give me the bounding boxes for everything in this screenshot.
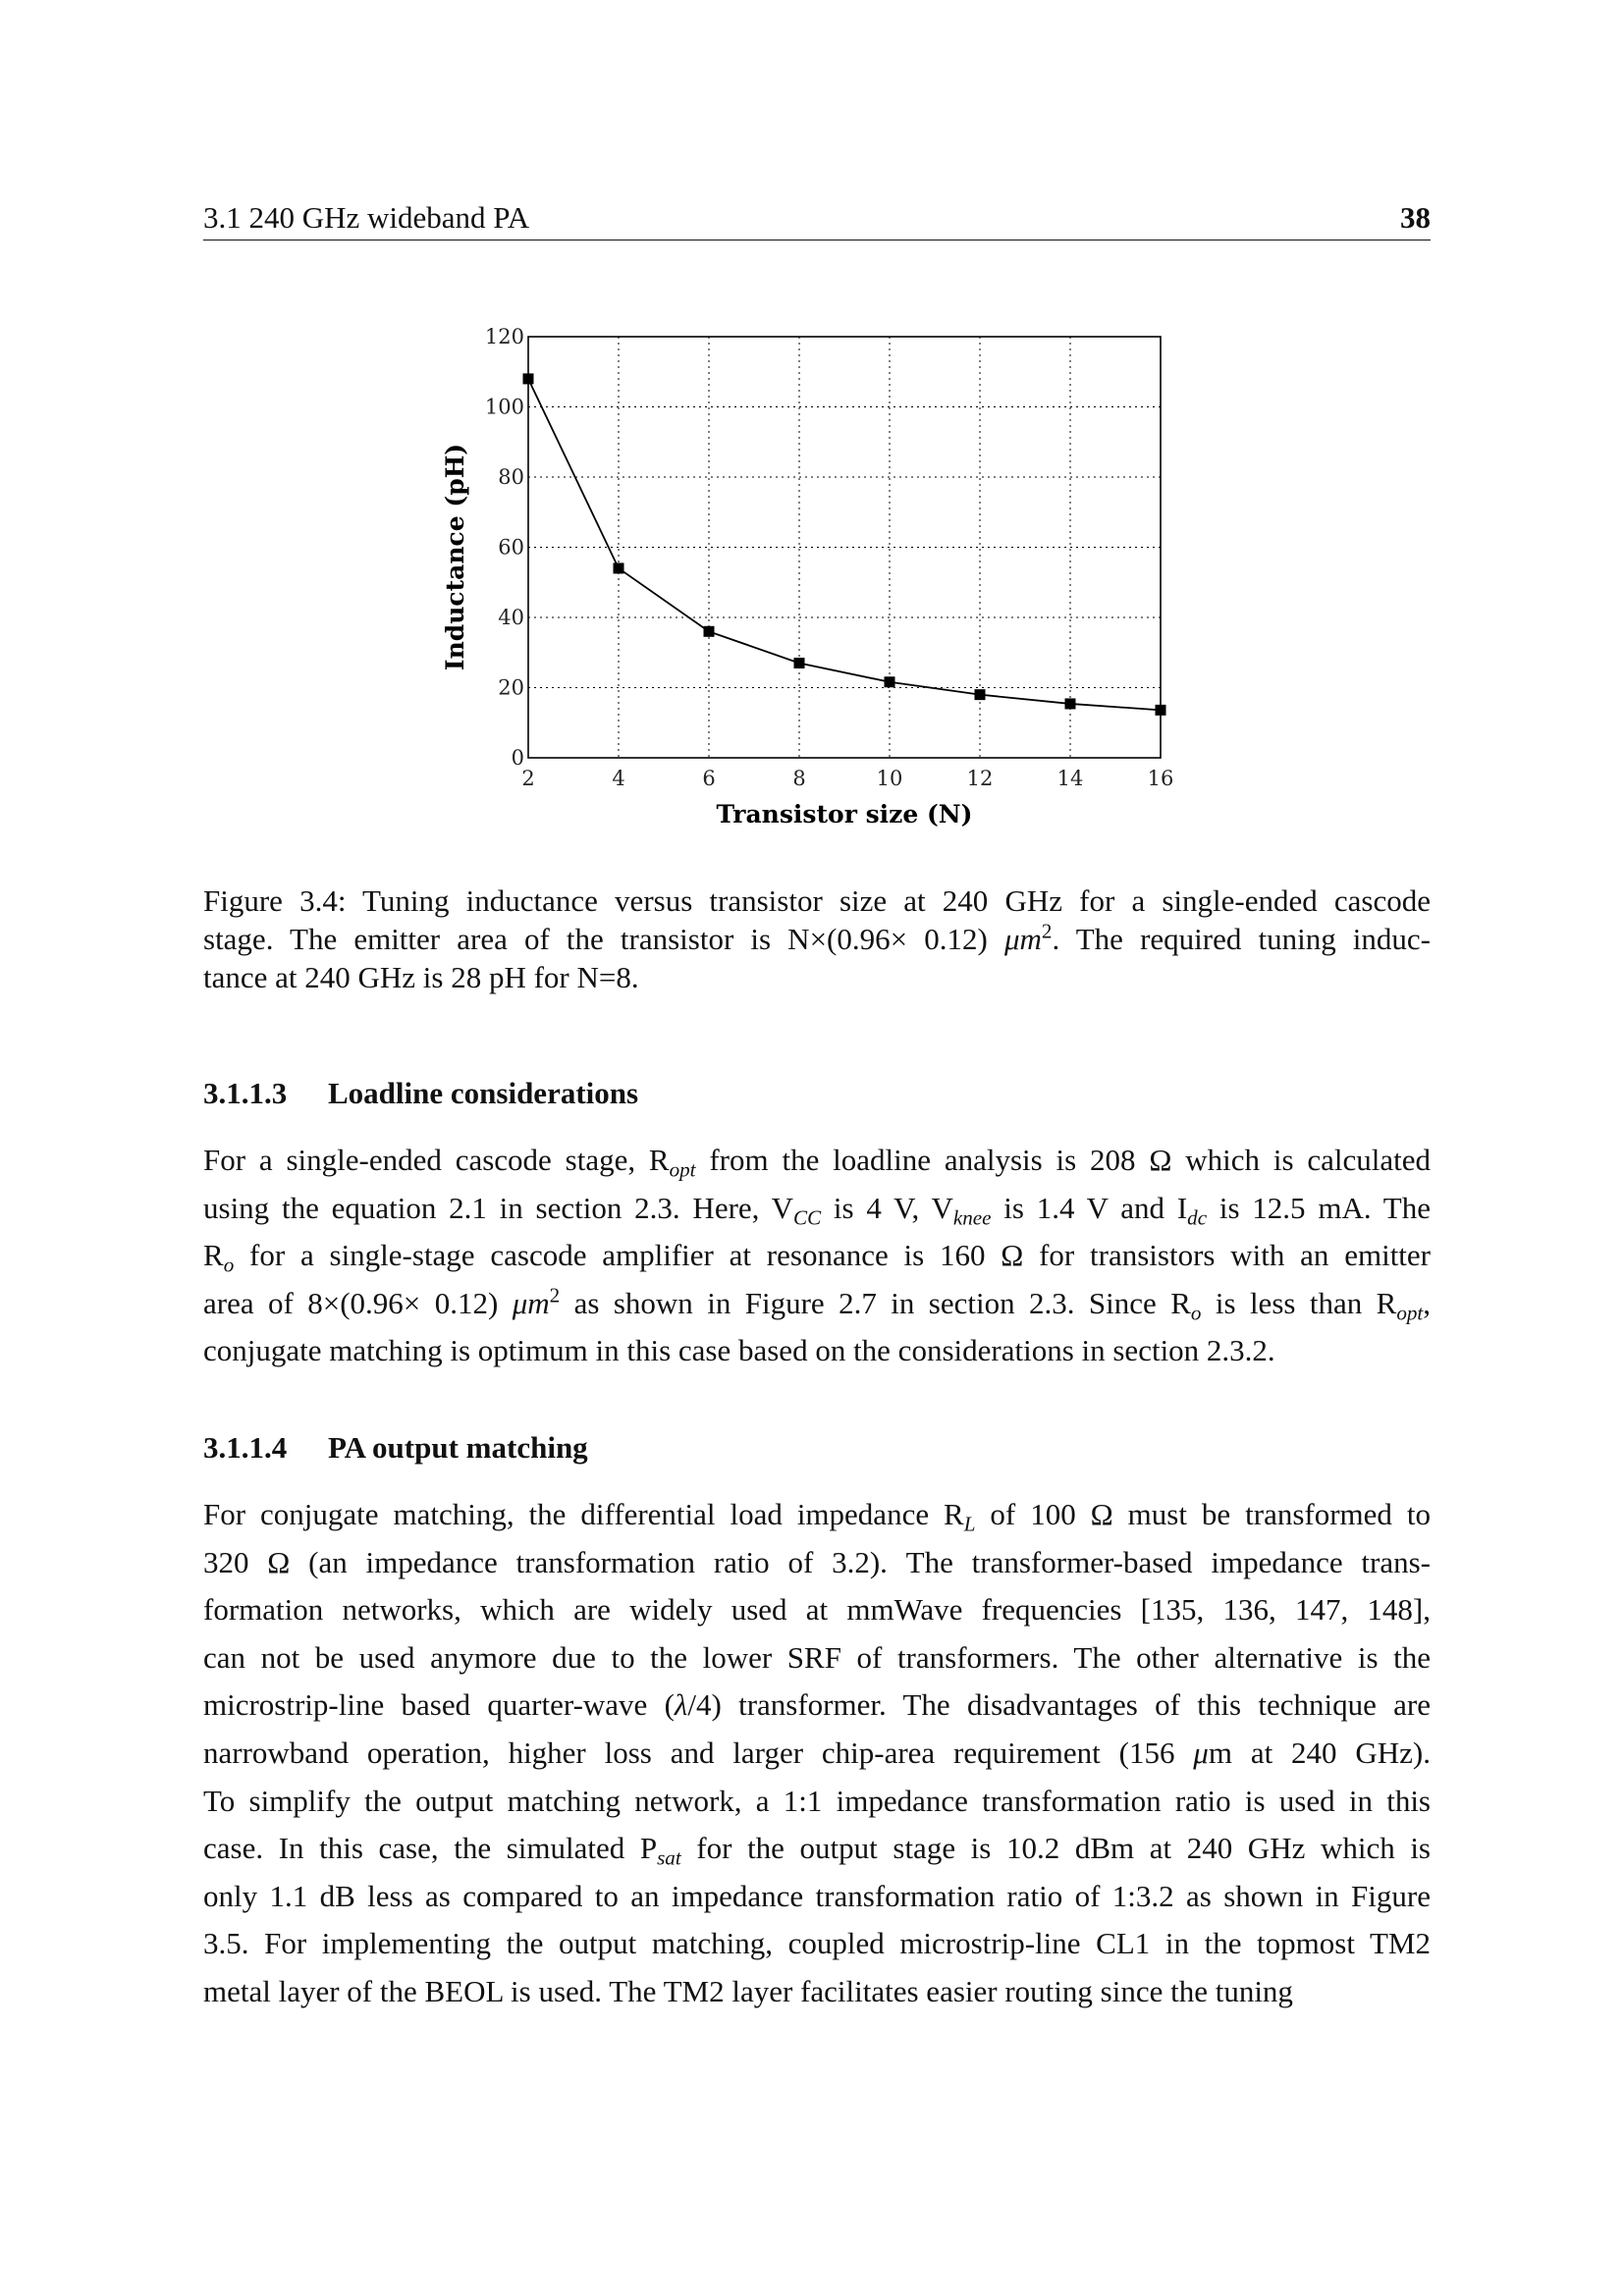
heading-loadline bbox=[203, 1076, 638, 1111]
grid-layer bbox=[528, 337, 1161, 758]
y-tick-label: 40 bbox=[498, 606, 524, 629]
x-axis-label: Transistor size (N) bbox=[716, 800, 973, 828]
y-tick-label: 120 bbox=[484, 325, 524, 348]
paragraph-line: area of 8×(0.96× 0.12) $\mu m^2$ as shown in Figure 2.7 in section 2.3. Since $R_o$ is less than $R_{opt}$, bbox=[203, 1283, 1432, 1325]
data-point-marker bbox=[1156, 705, 1166, 716]
paragraph-line: case. In this case, the simulated $P_{sat}$ for the output stage is 10.2 dBm at 240 GHz which is bbox=[203, 1831, 1431, 1870]
paragraph-line: To simplify the output matching network, a 1:1 impedance transformation ratio is used in this bbox=[203, 1783, 1431, 1818]
x-tick-label: 10 bbox=[876, 767, 903, 790]
caption-line: stage. The emitter area of the transistor is N×(0.96× 0.12) $\mu m^2$. The required tuning induc- bbox=[203, 919, 1432, 956]
data-point-marker bbox=[794, 658, 805, 668]
data-point-marker bbox=[614, 562, 624, 573]
series-markers bbox=[523, 373, 1166, 715]
heading-title: PA output matching bbox=[328, 1430, 588, 1465]
heading-number: 3.1.1.3 bbox=[203, 1076, 288, 1110]
paragraph-line: 320 Ω (an impedance transformation ratio of 3.2). The transformer-based impedance trans- bbox=[203, 1544, 1431, 1579]
y-tick-label: 60 bbox=[498, 535, 524, 560]
x-tick-label: 16 bbox=[1147, 767, 1174, 790]
data-point-marker bbox=[885, 676, 895, 687]
figure-caption bbox=[203, 881, 1431, 996]
page-number: 38 bbox=[1400, 200, 1431, 235]
y-tick-label: 0 bbox=[511, 746, 524, 770]
series-line bbox=[528, 379, 1161, 710]
paragraph-line: $R_o$ for a single-stage cascode amplifier at resonance is 160 Ω for transistors with an emitter bbox=[203, 1238, 1431, 1277]
inductance-chart bbox=[422, 314, 1188, 844]
x-tick-label: 2 bbox=[521, 767, 535, 790]
x-tick-label: 14 bbox=[1056, 767, 1084, 790]
data-point-marker bbox=[975, 689, 986, 700]
x-tick-label: 4 bbox=[612, 767, 625, 790]
paragraph-line: using the equation 2.1 in section 2.3. Here, $V_{CC}$ is 4 V, $V_{knee}$ is 1.4 V and $I_{dc}$ is 12.5 mA. The bbox=[203, 1190, 1431, 1229]
y-tick-label: 100 bbox=[484, 395, 524, 419]
paragraph-line: For a single-ended cascode stage, $R_{opt}$ from the loadline analysis is 208 Ω which is calculated bbox=[203, 1143, 1431, 1182]
paragraph-output-matching bbox=[203, 1491, 1431, 2016]
y-tick-labels bbox=[485, 325, 524, 770]
paragraph-line: narrowband operation, higher loss and larger chip-area requirement (156 μm at 240 GHz). bbox=[203, 1735, 1431, 1770]
x-tick-labels bbox=[521, 767, 1173, 790]
x-tick-label: 8 bbox=[792, 767, 806, 790]
x-tick-label: 12 bbox=[966, 767, 994, 790]
paragraph-loadline bbox=[203, 1137, 1431, 1375]
caption-line: Figure 3.4: Tuning inductance versus transistor size at 240 GHz for a single-ended cascode bbox=[203, 883, 1431, 918]
paragraph-line: only 1.1 dB less as compared to an impedance transformation ratio of 1:3.2 as shown in Figure bbox=[203, 1878, 1431, 1913]
paragraph-line: conjugate matching is optimum in this case based on the considerations in section 2.3.2. bbox=[203, 1333, 1275, 1368]
paragraph-line: 3.5. For implementing the output matching, coupled microstrip-line CL1 in the topmost TM2 bbox=[203, 1926, 1431, 1961]
y-tick-label: 20 bbox=[498, 675, 524, 700]
y-tick-label: 80 bbox=[498, 465, 524, 489]
heading-output-matching bbox=[203, 1430, 588, 1466]
paragraph-line: metal layer of the BEOL is used. The TM2 layer facilitates easier routing since the tuning bbox=[203, 1973, 1293, 2008]
heading-number: 3.1.1.4 bbox=[203, 1430, 288, 1465]
caption-line: tance at 240 GHz is 28 pH for N=8. bbox=[203, 960, 639, 994]
data-point-marker bbox=[1065, 698, 1076, 709]
data-point-marker bbox=[523, 373, 534, 384]
paragraph-line: For conjugate matching, the differential load impedance $R_L$ of 100 Ω must be transformed to bbox=[203, 1497, 1431, 1536]
running-header bbox=[203, 200, 1431, 240]
paragraph-line: microstrip-line based quarter-wave (λ/4) transformer. The disadvantages of this technique are bbox=[203, 1687, 1431, 1723]
paragraph-line: formation networks, which are widely used at mmWave frequencies [135, 136, 147, 148], bbox=[203, 1592, 1431, 1628]
heading-title: Loadline considerations bbox=[328, 1076, 639, 1110]
y-axis-label: Inductance (pH) bbox=[441, 443, 469, 671]
data-point-marker bbox=[704, 626, 715, 637]
section-title: 3.1 240 GHz wideband PA bbox=[203, 200, 530, 235]
paragraph-line: can not be used anymore due to the lower SRF of transformers. The other alternative is the bbox=[203, 1639, 1431, 1675]
x-tick-label: 6 bbox=[702, 767, 716, 790]
